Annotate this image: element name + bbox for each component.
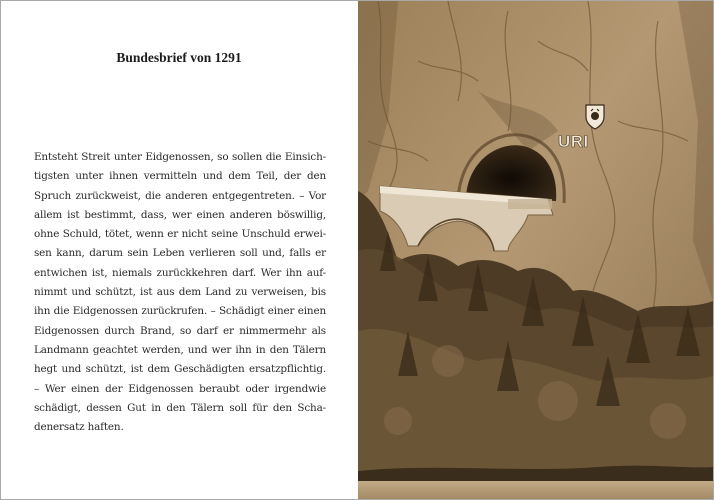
rock-inscription: URI bbox=[558, 132, 589, 151]
text-line: schädigt, dessen Gut in den Tälern soll für den Scha- bbox=[34, 401, 326, 414]
body-text bbox=[34, 148, 326, 437]
text-line: nimmt und schützt, ist aus dem Land zu verweisen, bis bbox=[34, 286, 326, 299]
rock-tunnel-photo bbox=[358, 1, 713, 499]
text-line: ihn die Eidgenossen zurückrufen. – Schädigt einer einen bbox=[34, 305, 326, 318]
text-line: ohne Schuld, tötet, wenn er nicht seine Unschuld erwei- bbox=[34, 228, 326, 241]
text-line: allem ist bestimmt, dass, wer einen anderen böswillig, bbox=[34, 208, 326, 221]
lake-water bbox=[358, 481, 713, 499]
text-line: Landmann geachtet werden, und wer ihn in den Tälern bbox=[34, 343, 326, 356]
text-line: Spruch zurückweist, die anderen entgegentreten. – Vor bbox=[34, 189, 326, 202]
text-line: hegt und schützt, ist dem Geschädigten ersatzpflichtig. bbox=[34, 363, 326, 376]
text-line: Eidgenossen durch Brand, so darf er nimmermehr als bbox=[34, 324, 326, 337]
text-line: Entsteht Streit unter Eidgenossen, so sollen die Einsich- bbox=[34, 151, 326, 163]
text-line: denersatz haften. bbox=[34, 421, 124, 434]
text-line: entwichen ist, niemals zurückkehren darf. Wer ihn auf- bbox=[34, 266, 326, 279]
text-page bbox=[1, 1, 357, 499]
page-title: Bundesbrief von 1291 bbox=[116, 50, 242, 65]
text-line: tigsten unter ihnen vermitteln und dem Teil, der den bbox=[34, 170, 326, 183]
photo-page bbox=[358, 1, 713, 499]
text-line: – Wer einen der Eidgenossen beraubt oder irgendwie bbox=[34, 382, 326, 395]
text-line: sen kann, darum sein Leben verlieren soll und, falls er bbox=[34, 247, 326, 260]
